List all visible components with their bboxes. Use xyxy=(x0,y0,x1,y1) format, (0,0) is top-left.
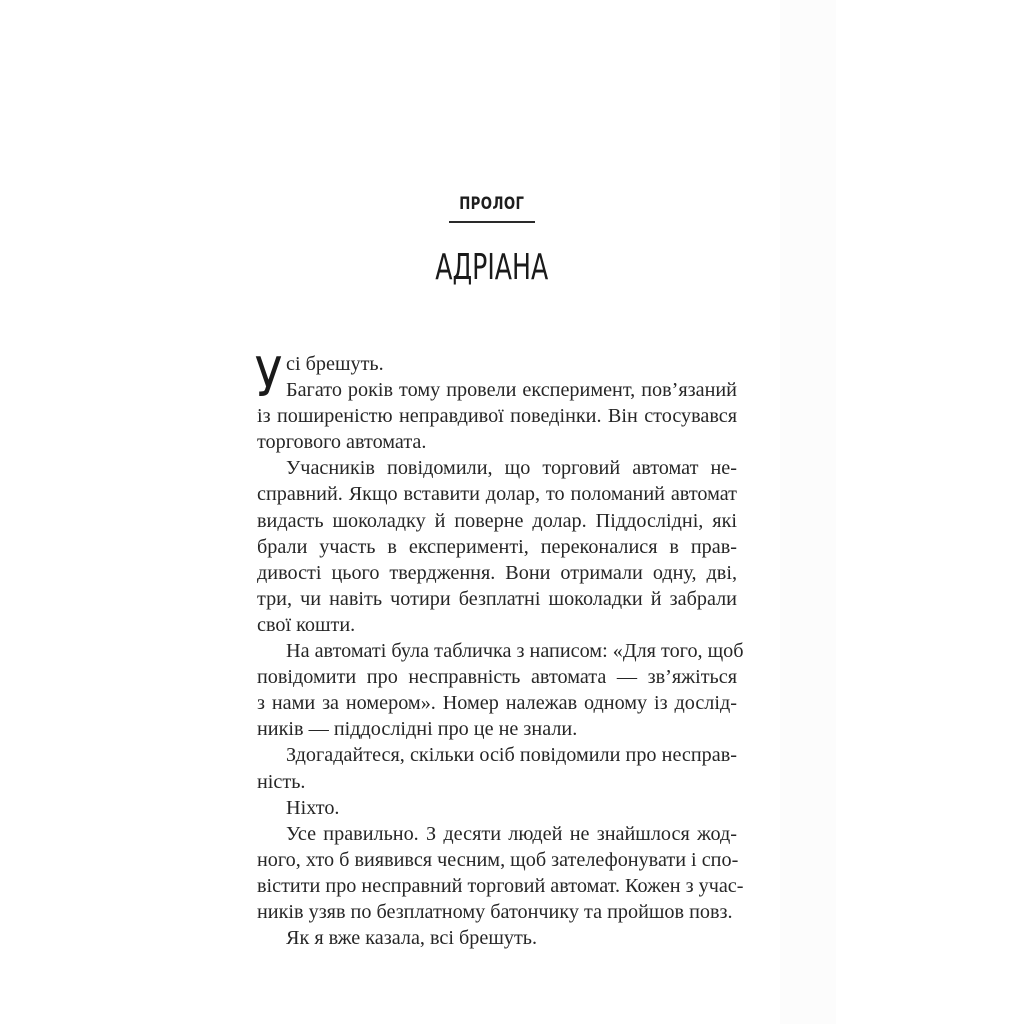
paragraph-line: три, чи навіть чотири безплатні шоколадки й забрали xyxy=(257,587,737,610)
paragraph-line: ність. xyxy=(257,770,306,793)
paragraph-line: ного, хто б виявився чесним, щоб зателефонувати і спо- xyxy=(257,848,739,871)
page-shade xyxy=(780,0,836,1024)
section-label: ПРОЛОГ xyxy=(459,194,525,214)
drop-cap: У xyxy=(255,346,282,409)
paragraph-line: із поширеністю неправдивої поведінки. Він стосувався xyxy=(257,405,737,428)
paragraph-line: Усе правильно. З десяти людей не знайшлося жод- xyxy=(286,822,737,845)
paragraph-line: видасть шоколадку й поверне долар. Піддослідні, які xyxy=(257,509,737,532)
paragraph-line: справний. Якщо вставити долар, то поломаний автомат xyxy=(257,483,737,506)
header-rule xyxy=(449,221,535,223)
paragraph-line: На автоматі була табличка з написом: «Для того, щоб xyxy=(286,640,744,663)
paragraph-line: дивості цього твердження. Вони отримали одну, дві, xyxy=(257,561,737,584)
chapter-header xyxy=(0,192,984,216)
paragraph-line: Ніхто. xyxy=(286,796,340,819)
paragraph-line: Здогадайтеся, скільки осіб повідомили про несправ- xyxy=(286,744,737,767)
paragraph-line: торгового автомата. xyxy=(257,431,427,454)
paragraph-line: вістити про несправний торговий автомат. Кожен з учас- xyxy=(257,874,744,897)
paragraph-line: ників — піддослідні про це не знали. xyxy=(257,718,578,741)
paragraph-line: Учасників повідомили, що торговий автомат не- xyxy=(286,457,737,480)
paragraph-line: Як я вже казала, всі брешуть. xyxy=(286,927,538,950)
chapter-title-text: АДРІАНА xyxy=(435,247,549,288)
body-text xyxy=(255,346,744,951)
line-text: сі брешуть. xyxy=(286,353,384,375)
paragraph-line: брали участь в експерименті, переконалися в прав- xyxy=(257,535,737,558)
paragraph-line: Багато років тому провели експеримент, пов’язаний xyxy=(286,379,737,402)
paragraph-line: з нами за номером». Номер належав одному із дослід- xyxy=(257,692,737,715)
paragraph-line: свої кошти. xyxy=(257,613,356,636)
chapter-title xyxy=(0,246,984,290)
paragraph-line: повідомити про несправність автомата — зв’яжіться xyxy=(257,666,737,689)
paragraph-line: ників узяв по безплатному батончику та пройшов повз. xyxy=(257,900,733,923)
